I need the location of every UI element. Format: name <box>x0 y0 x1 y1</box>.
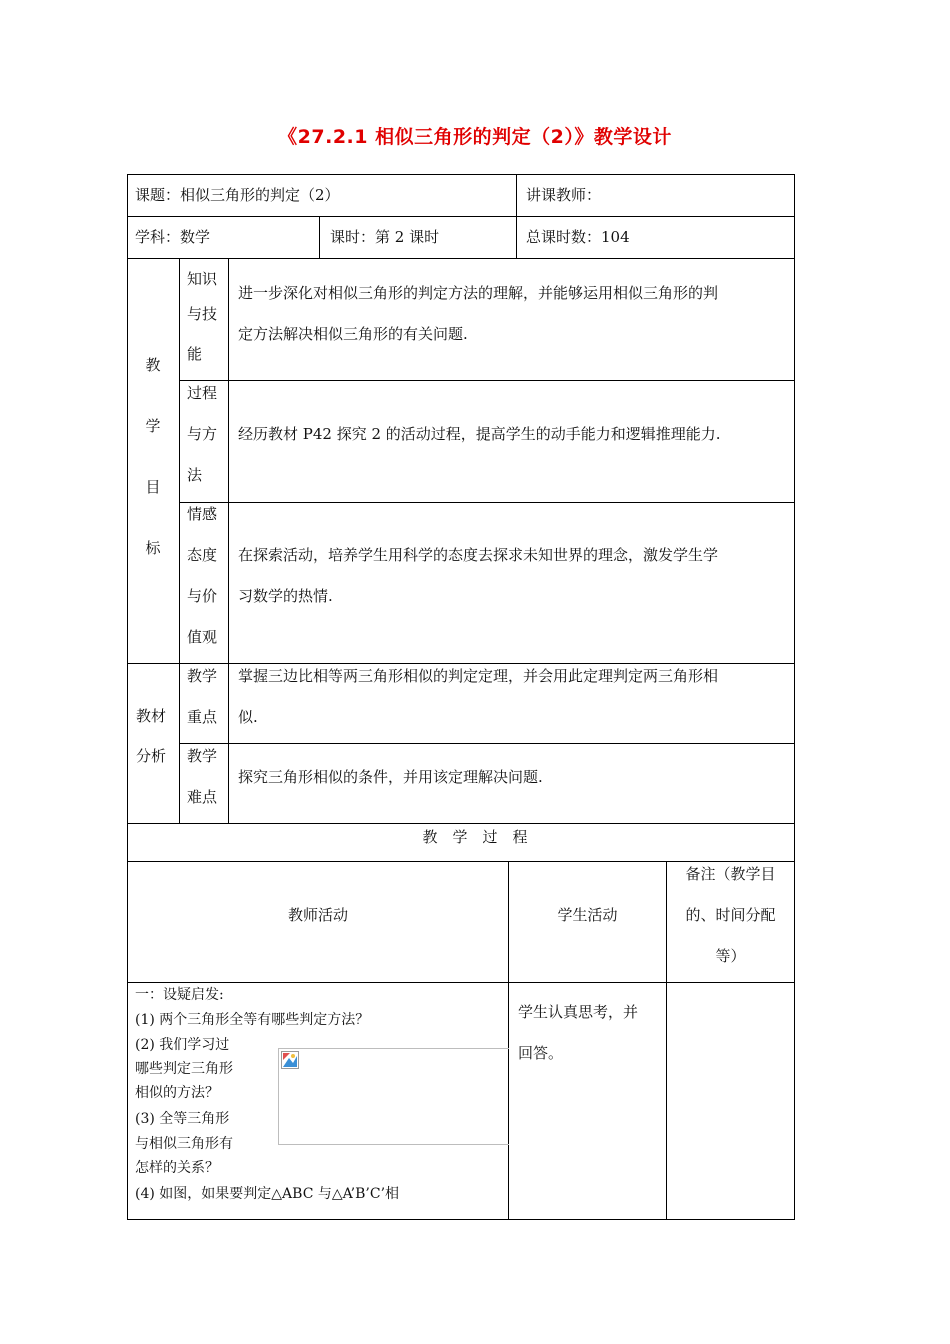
process-title: 教 学 过 程 <box>422 828 528 846</box>
topic-cell: 课题：相似三角形的判定（2） <box>135 186 340 204</box>
student-activity-header: 学生活动 <box>557 906 618 924</box>
broken-image-icon <box>281 1051 299 1073</box>
teacher-cell: 讲课教师： <box>526 186 602 204</box>
total-lessons-cell: 总课时数：104 <box>526 228 630 246</box>
subject-cell: 学科：数学 <box>135 228 211 246</box>
lesson-cell: 课时：第 2 课时 <box>330 228 440 246</box>
figure-placeholder <box>278 1048 509 1145</box>
document-title: 《27.2.1 相似三角形的判定（2）》教学设计 <box>278 126 672 148</box>
teacher-activity-header: 教师活动 <box>287 906 348 924</box>
